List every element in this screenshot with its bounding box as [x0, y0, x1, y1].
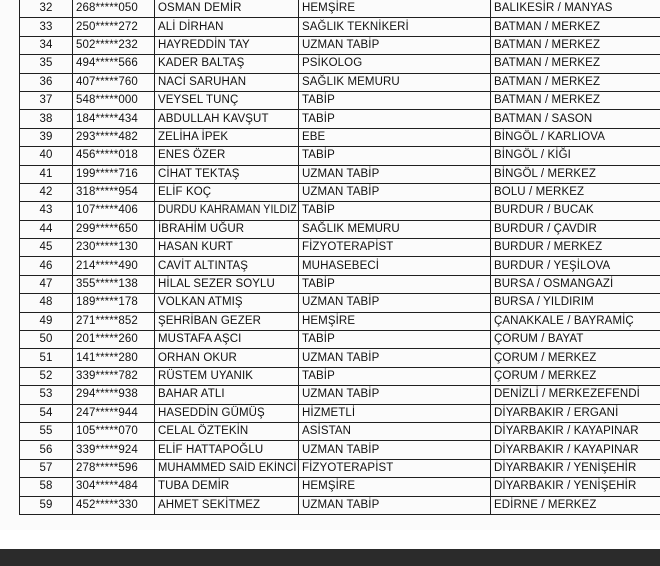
masked-id-cell: 304*****484 — [73, 478, 155, 496]
job-title-cell: ASİSTAN — [299, 422, 491, 440]
job-title-cell: MUHASEBECİ — [299, 257, 491, 275]
masked-id-cell: 548*****000 — [73, 91, 155, 109]
location-cell: BATMAN / MERKEZ — [491, 18, 660, 36]
name-cell: ALİ DİRHAN — [155, 18, 299, 36]
location-cell: BALIKESİR / MANYAS — [491, 0, 660, 18]
job-title-cell: UZMAN TABİP — [299, 294, 491, 312]
row-number-cell: 36 — [20, 73, 73, 91]
masked-id-cell: 107*****406 — [73, 202, 155, 220]
table-row — [20, 239, 660, 257]
masked-id-cell: 278*****596 — [73, 459, 155, 477]
location-cell: DİYARBAKIR / KAYAPINAR — [491, 422, 660, 440]
masked-id-cell: 105*****070 — [73, 422, 155, 440]
name-cell: OSMAN DEMİR — [155, 0, 299, 18]
location-cell: BATMAN / MERKEZ — [491, 36, 660, 54]
location-cell: DİYARBAKIR / YENİŞEHİR — [491, 478, 660, 496]
job-title-cell: TABİP — [299, 202, 491, 220]
location-cell: BATMAN / MERKEZ — [491, 73, 660, 91]
masked-id-cell: 268*****050 — [73, 0, 155, 18]
location-cell: BATMAN / SASON — [491, 110, 660, 128]
name-cell: TUBA DEMİR — [155, 478, 299, 496]
job-title-cell: SAĞLIK MEMURU — [299, 73, 491, 91]
row-number-cell: 41 — [20, 165, 73, 183]
masked-id-cell: 201*****260 — [73, 331, 155, 349]
job-title-cell: TABİP — [299, 367, 491, 385]
row-number-cell: 49 — [20, 312, 73, 330]
job-title-cell: TABİP — [299, 110, 491, 128]
row-number-cell: 56 — [20, 441, 73, 459]
table-row — [20, 147, 660, 165]
job-title-cell: TABİP — [299, 275, 491, 293]
masked-id-cell: 339*****924 — [73, 441, 155, 459]
location-cell: BATMAN / MERKEZ — [491, 55, 660, 73]
bottom-dark-bar — [0, 549, 660, 566]
row-number-cell: 54 — [20, 404, 73, 422]
name-cell: HAYREDDİN TAY — [155, 36, 299, 54]
location-cell: EDİRNE / MERKEZ — [491, 496, 660, 514]
name-cell: AHMET SEKİTMEZ — [155, 496, 299, 514]
table-row — [20, 110, 660, 128]
table-row — [20, 128, 660, 146]
name-cell: BAHAR ATLI — [155, 386, 299, 404]
location-cell: BURDUR / ÇAVDIR — [491, 220, 660, 238]
name-cell: CELAL ÖZTEKİN — [155, 422, 299, 440]
row-number-cell: 58 — [20, 478, 73, 496]
masked-id-cell: 456*****018 — [73, 147, 155, 165]
name-cell: RÜSTEM UYANIK — [155, 367, 299, 385]
table-row — [20, 349, 660, 367]
row-number-cell: 40 — [20, 147, 73, 165]
job-title-cell: UZMAN TABİP — [299, 496, 491, 514]
row-number-cell: 35 — [20, 55, 73, 73]
masked-id-cell: 299*****650 — [73, 220, 155, 238]
table-row — [20, 183, 660, 201]
table-row — [20, 478, 660, 496]
name-cell: ORHAN OKUR — [155, 349, 299, 367]
table-row — [20, 441, 660, 459]
name-cell: HİLAL SEZER SOYLU — [155, 275, 299, 293]
name-cell: DURDU KAHRAMAN YILDIZ — [155, 202, 299, 220]
name-cell: ELİF HATTAPOĞLU — [155, 441, 299, 459]
location-cell: BATMAN / MERKEZ — [491, 91, 660, 109]
masked-id-cell: 318*****954 — [73, 183, 155, 201]
table-row — [20, 404, 660, 422]
masked-id-cell: 293*****482 — [73, 128, 155, 146]
table-row — [20, 386, 660, 404]
location-cell: BURSA / OSMANGAZİ — [491, 275, 660, 293]
row-number-cell: 42 — [20, 183, 73, 201]
location-cell: ÇANAKKALE / BAYRAMİÇ — [491, 312, 660, 330]
table-row — [20, 36, 660, 54]
location-cell: DENİZLİ / MERKEZEFENDİ — [491, 386, 660, 404]
name-cell: MUSTAFA AŞCI — [155, 331, 299, 349]
job-title-cell: UZMAN TABİP — [299, 183, 491, 201]
masked-id-cell: 141*****280 — [73, 349, 155, 367]
job-title-cell: HİZMETLİ — [299, 404, 491, 422]
name-cell: HASEDDİN GÜMÜŞ — [155, 404, 299, 422]
row-number-cell: 48 — [20, 294, 73, 312]
job-title-cell: SAĞLIK TEKNİKERİ — [299, 18, 491, 36]
job-title-cell: UZMAN TABİP — [299, 349, 491, 367]
job-title-cell: SAĞLIK MEMURU — [299, 220, 491, 238]
name-cell: ABDULLAH KAVŞUT — [155, 110, 299, 128]
masked-id-cell: 189*****178 — [73, 294, 155, 312]
job-title-cell: HEMŞİRE — [299, 478, 491, 496]
masked-id-cell: 452*****330 — [73, 496, 155, 514]
masked-id-cell: 230*****130 — [73, 239, 155, 257]
location-cell: BURDUR / BUCAK — [491, 202, 660, 220]
row-number-cell: 57 — [20, 459, 73, 477]
name-cell: HASAN KURT — [155, 239, 299, 257]
location-cell: ÇORUM / MERKEZ — [491, 349, 660, 367]
name-cell: CİHAT TEKTAŞ — [155, 165, 299, 183]
row-number-cell: 43 — [20, 202, 73, 220]
table-row — [20, 73, 660, 91]
table-row — [20, 459, 660, 477]
table-row — [20, 294, 660, 312]
location-cell: BURDUR / MERKEZ — [491, 239, 660, 257]
name-cell: ZELİHA İPEK — [155, 128, 299, 146]
row-number-cell: 52 — [20, 367, 73, 385]
job-title-cell: TABİP — [299, 147, 491, 165]
location-cell: BOLU / MERKEZ — [491, 183, 660, 201]
table-row — [20, 312, 660, 330]
location-cell: BİNGÖL / KARLIOVA — [491, 128, 660, 146]
row-number-cell: 59 — [20, 496, 73, 514]
masked-id-cell: 214*****490 — [73, 257, 155, 275]
personnel-table — [19, 0, 660, 515]
row-number-cell: 34 — [20, 36, 73, 54]
masked-id-cell: 250*****272 — [73, 18, 155, 36]
table-row — [20, 367, 660, 385]
table-row — [20, 331, 660, 349]
masked-id-cell: 184*****434 — [73, 110, 155, 128]
location-cell: ÇORUM / BAYAT — [491, 331, 660, 349]
location-cell: DİYARBAKIR / ERGANİ — [491, 404, 660, 422]
name-cell: ELİF KOÇ — [155, 183, 299, 201]
job-title-cell: FİZYOTERAPİST — [299, 239, 491, 257]
table-row — [20, 422, 660, 440]
table-row — [20, 220, 660, 238]
job-title-cell: FİZYOTERAPİST — [299, 459, 491, 477]
job-title-cell: UZMAN TABİP — [299, 36, 491, 54]
row-number-cell: 32 — [20, 0, 73, 18]
row-number-cell: 39 — [20, 128, 73, 146]
row-number-cell: 37 — [20, 91, 73, 109]
row-number-cell: 44 — [20, 220, 73, 238]
job-title-cell: UZMAN TABİP — [299, 386, 491, 404]
row-number-cell: 38 — [20, 110, 73, 128]
table-row — [20, 165, 660, 183]
job-title-cell: PSİKOLOG — [299, 55, 491, 73]
masked-id-cell: 494*****566 — [73, 55, 155, 73]
table-row — [20, 55, 660, 73]
name-cell: ENES ÖZER — [155, 147, 299, 165]
page-gap — [0, 530, 660, 549]
masked-id-cell: 294*****938 — [73, 386, 155, 404]
row-number-cell: 33 — [20, 18, 73, 36]
job-title-cell: UZMAN TABİP — [299, 165, 491, 183]
row-number-cell: 51 — [20, 349, 73, 367]
table-row — [20, 91, 660, 109]
job-title-cell: TABİP — [299, 331, 491, 349]
masked-id-cell: 247*****944 — [73, 404, 155, 422]
name-cell: CAVİT ALTINTAŞ — [155, 257, 299, 275]
name-cell: ŞEHRİBAN GEZER — [155, 312, 299, 330]
location-cell: DİYARBAKIR / KAYAPINAR — [491, 441, 660, 459]
masked-id-cell: 502*****232 — [73, 36, 155, 54]
location-cell: BURSA / YILDIRIM — [491, 294, 660, 312]
name-cell: İBRAHİM UĞUR — [155, 220, 299, 238]
location-cell: BİNGÖL / KİĞI — [491, 147, 660, 165]
masked-id-cell: 407*****760 — [73, 73, 155, 91]
job-title-cell: HEMŞİRE — [299, 0, 491, 18]
name-cell: KADER BALTAŞ — [155, 55, 299, 73]
masked-id-cell: 355*****138 — [73, 275, 155, 293]
table-row — [20, 202, 660, 220]
row-number-cell: 53 — [20, 386, 73, 404]
table-row — [20, 275, 660, 293]
name-cell: NACİ SARUHAN — [155, 73, 299, 91]
location-cell: ÇORUM / MERKEZ — [491, 367, 660, 385]
table-row — [20, 257, 660, 275]
row-number-cell: 47 — [20, 275, 73, 293]
row-number-cell: 45 — [20, 239, 73, 257]
job-title-cell: HEMŞİRE — [299, 312, 491, 330]
masked-id-cell: 271*****852 — [73, 312, 155, 330]
job-title-cell: TABİP — [299, 91, 491, 109]
masked-id-cell: 339*****782 — [73, 367, 155, 385]
table-row — [20, 496, 660, 514]
location-cell: BURDUR / YEŞİLOVA — [491, 257, 660, 275]
table-row — [20, 18, 660, 36]
location-cell: DİYARBAKIR / YENİŞEHİR — [491, 459, 660, 477]
row-number-cell: 46 — [20, 257, 73, 275]
name-cell: VEYSEL TUNÇ — [155, 91, 299, 109]
row-number-cell: 55 — [20, 422, 73, 440]
name-cell: MUHAMMED SAİD EKİNCİ — [155, 459, 299, 477]
job-title-cell: UZMAN TABİP — [299, 441, 491, 459]
row-number-cell: 50 — [20, 331, 73, 349]
table-row — [20, 0, 660, 18]
masked-id-cell: 199*****716 — [73, 165, 155, 183]
location-cell: BİNGÖL / MERKEZ — [491, 165, 660, 183]
job-title-cell: EBE — [299, 128, 491, 146]
table-body — [20, 0, 660, 514]
name-cell: VOLKAN ATMIŞ — [155, 294, 299, 312]
